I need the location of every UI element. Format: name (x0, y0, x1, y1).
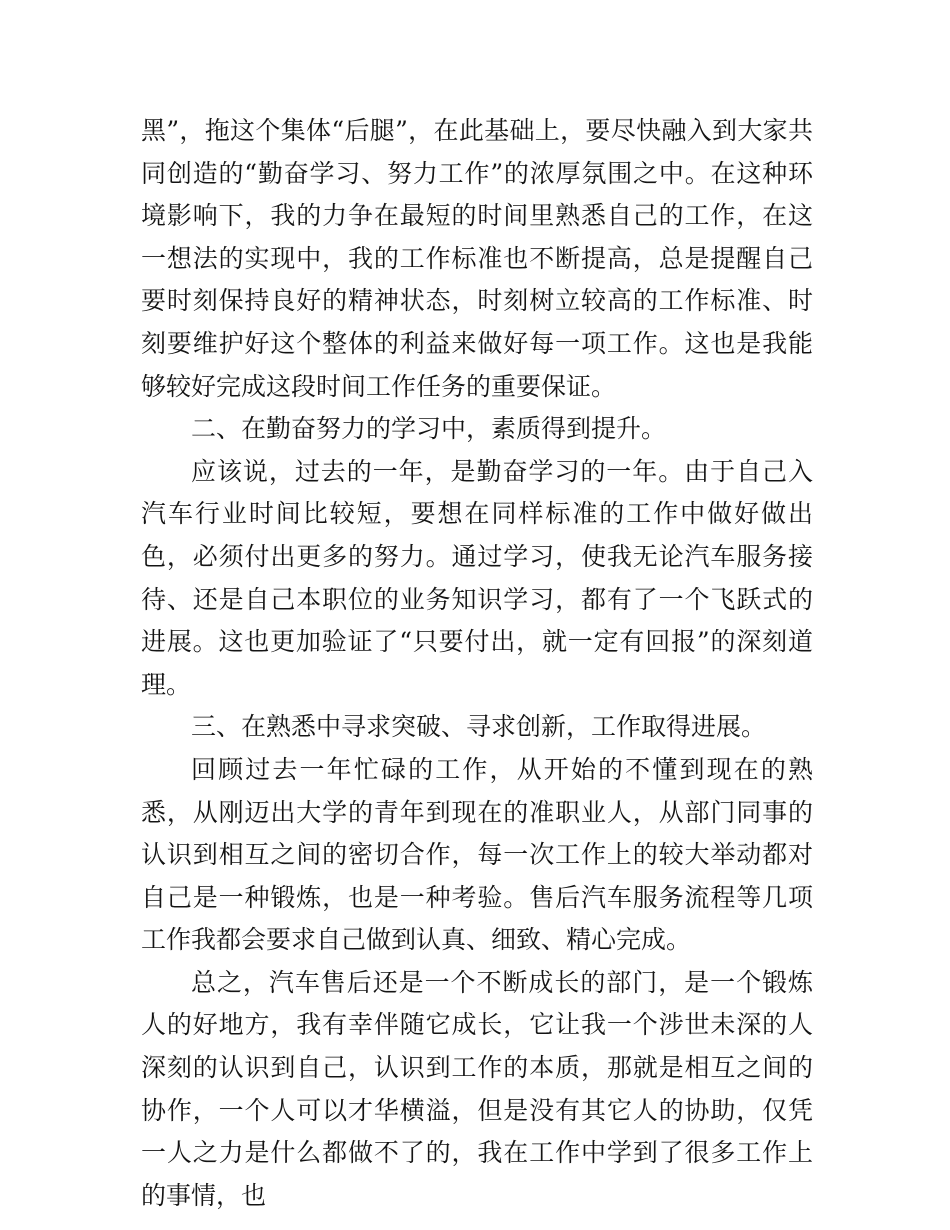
paragraph-summary: 总之，汽车售后还是一个不断成长的部门，是一个锻炼人的好地方，我有幸伴随它成长，它让我一个涉世未深的人深刻的认识到自己，认识到工作的本质，那就是相互之间的协作，一个人可以才华横溢，但是没有其它人的协助，仅凭一人之力是什么都做不了的，我在工作中学到了很多工作上的事情，也 (141, 967, 813, 1210)
section-heading-two: 二、在勤奋努力的学习中，素质得到提升。 (191, 414, 667, 444)
paragraph-learning: 应该说，过去的一年，是勤奋学习的一年。由于自己入汽车行业时间比较短，要想在同样标准的工作中做好做出色，必须付出更多的努力。通过学习，使我无论汽车服务接待、还是自己本职位的业务知识学习，都有了一个飞跃式的进展。这也更加验证了“只要付出，就一定有回报”的深刻道理。 (141, 456, 813, 699)
section-heading-three: 三、在熟悉中寻求突破、寻求创新，工作取得进展。 (191, 712, 767, 742)
paragraph-review: 回顾过去一年忙碌的工作，从开始的不懂到现在的熟悉，从刚迈出大学的青年到现在的准职业人，从部门同事的认识到相互之间的密切合作，每一次工作上的较大举动都对自己是一种锻炼，也是一种考验。售后汽车服务流程等几项工作我都会要求自己做到认真、细致、精心完成。 (141, 754, 813, 955)
paragraph-continuation: 黑”，拖这个集体“后腿”，在此基础上，要尽快融入到大家共同创造的“勤奋学习、努力工作”的浓厚氛围之中。在这种环境影响下，我的力争在最短的时间里熟悉自己的工作，在这一想法的实现中，我的工作标准也不断提高，总是提醒自己要时刻保持良好的精神状态，时刻树立较高的工作标准、时刻要维护好这个整体的利益来做好每一项工作。这也是我能够较好完成这段时间工作任务的重要保证。 (141, 116, 813, 401)
document-body (141, 110, 813, 1217)
